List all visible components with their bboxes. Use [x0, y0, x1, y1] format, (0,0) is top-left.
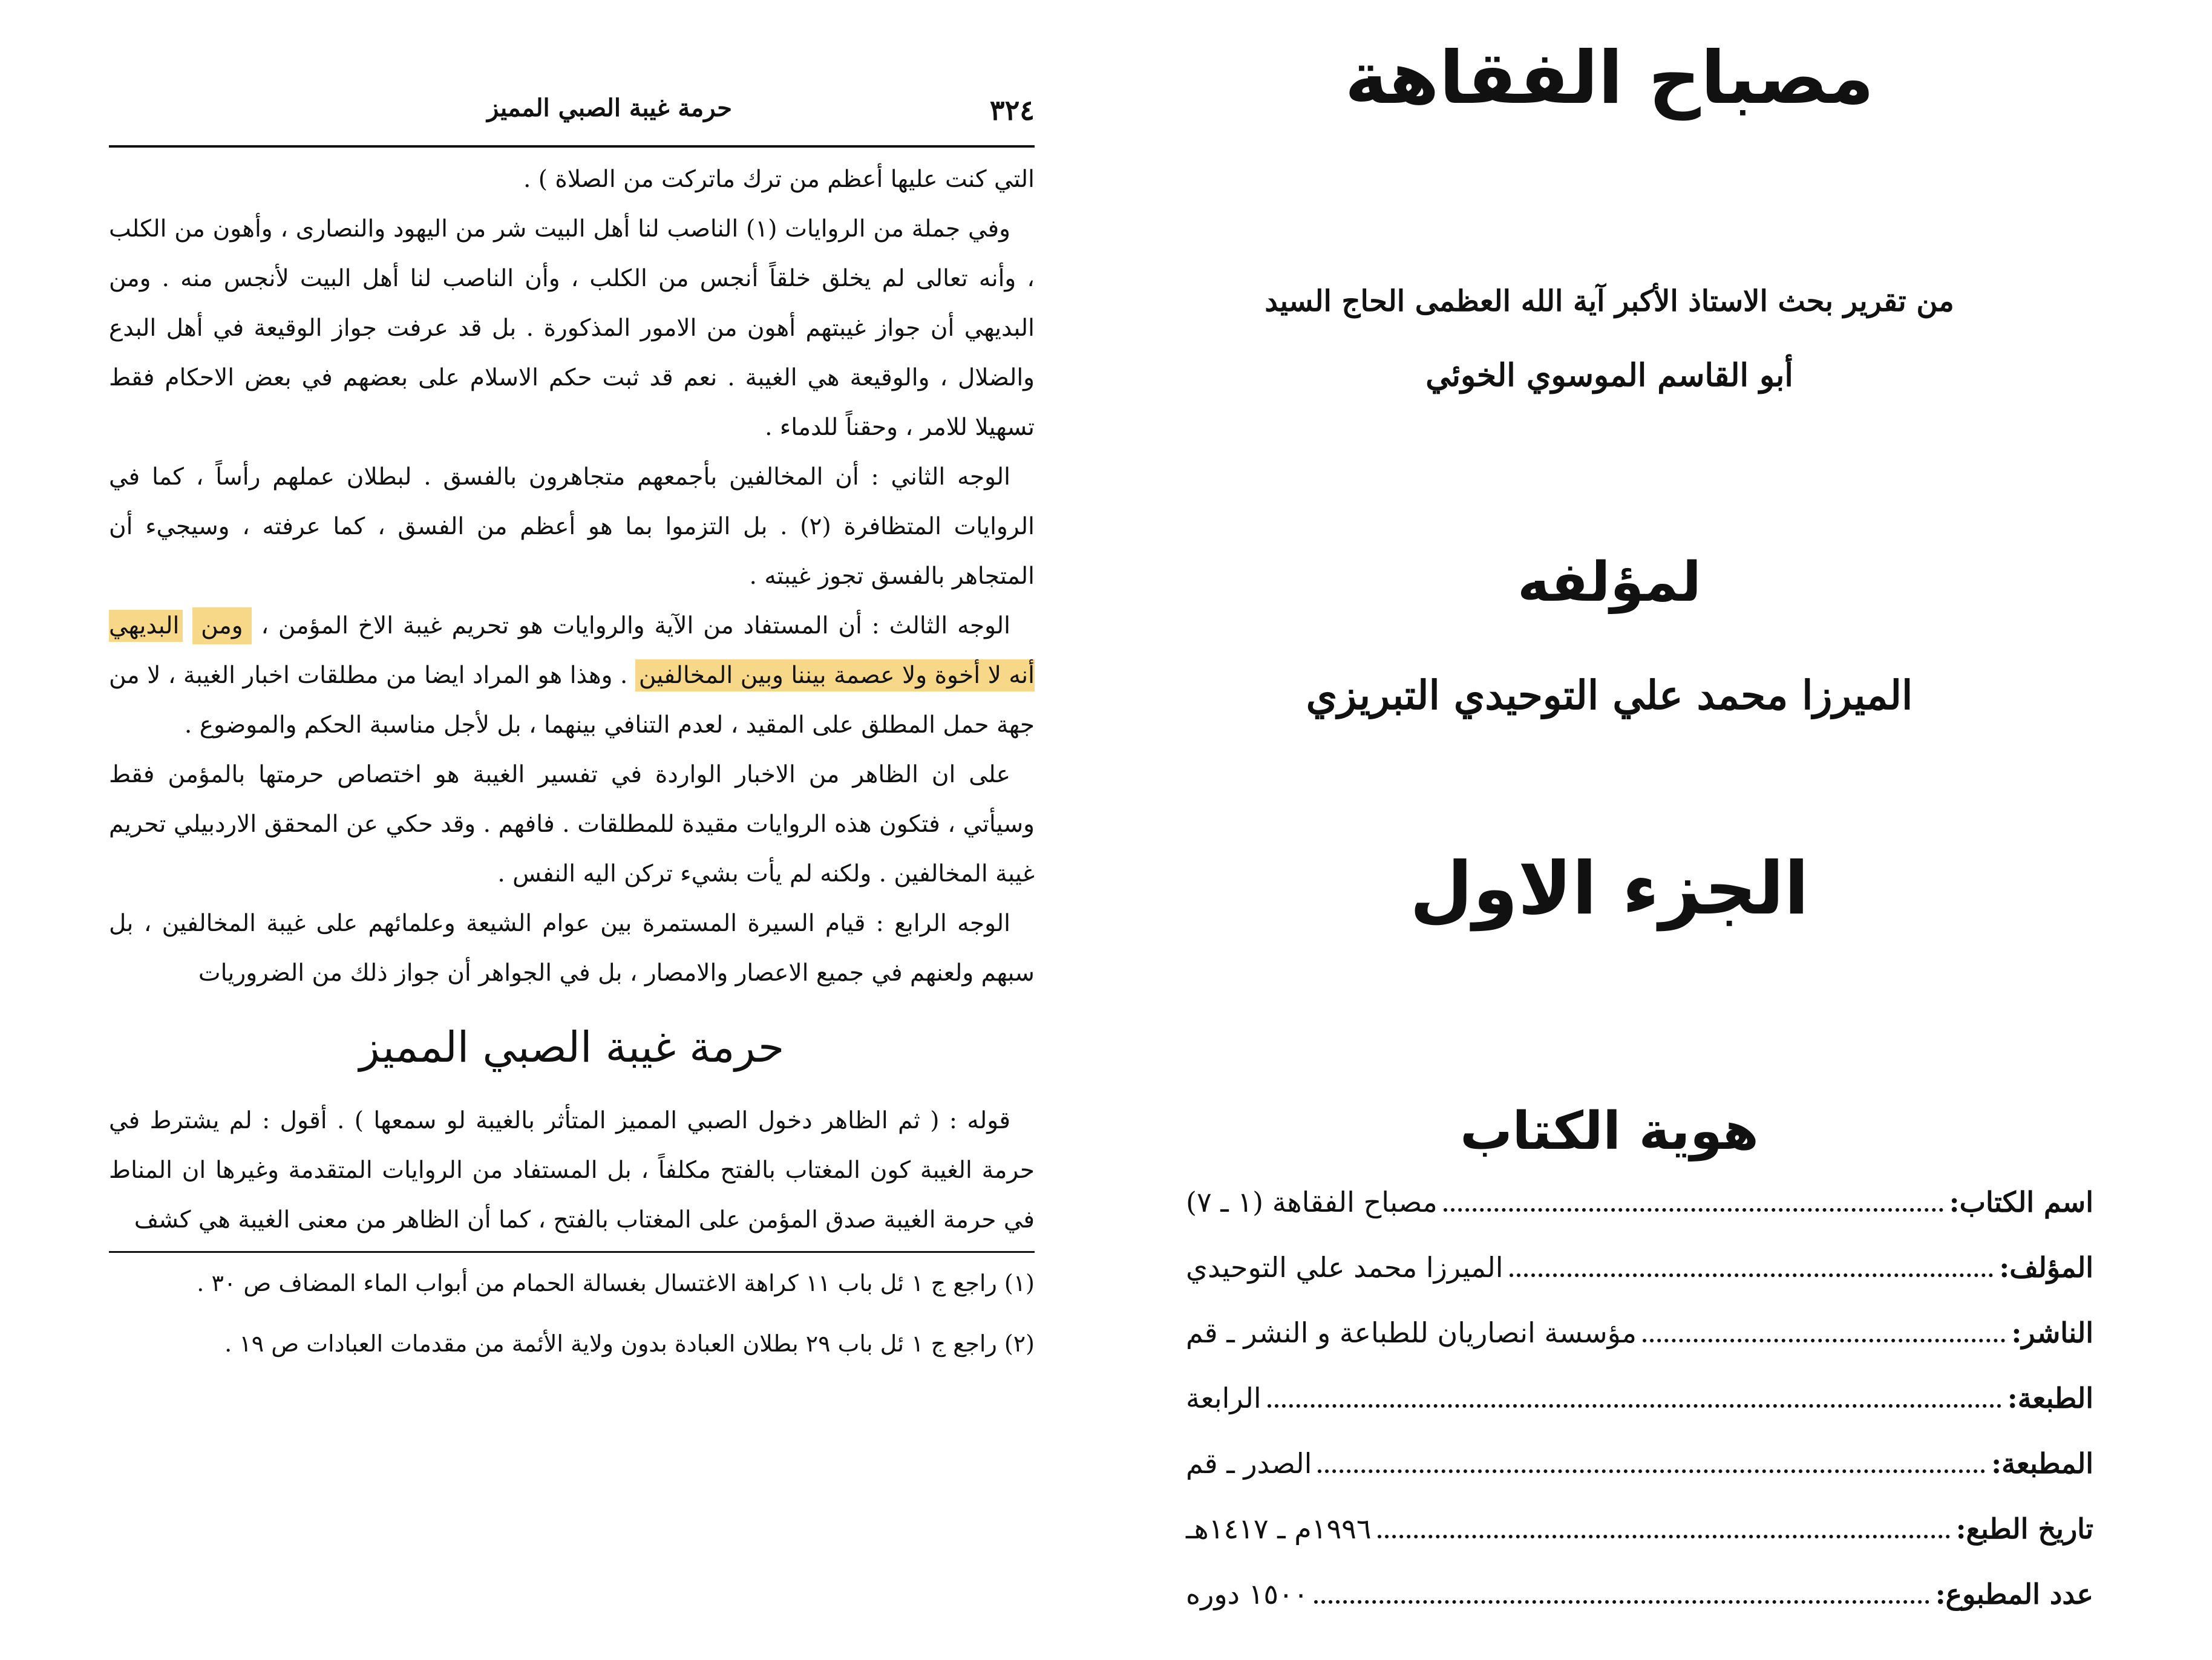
book-title: مصباح الفقاهة	[1344, 36, 1874, 120]
lecturer-name: أبو القاسم الموسوي الخوئي	[1425, 357, 1793, 394]
book-page-left	[109, 91, 1035, 1380]
leader-dots	[1444, 1194, 1943, 1212]
colophon-label: اسم الكتاب:	[1949, 1186, 2093, 1218]
author-label: لمؤلفه	[1517, 551, 1701, 614]
section-body	[109, 1096, 1035, 1245]
book-title-page	[1186, 18, 2118, 1652]
colophon-label: المطبعة:	[1991, 1447, 2093, 1480]
paragraph: قوله : ( ثم الظاهر دخول الصبي المميز المتأثر بالغيبة لو سمعها ) . أقول : لم يشترط في حرمة الغيبة كون المغتاب بالفتح مكلفاً ، بل المستفاد من الروايات المتقدمة وغيرها ان المناط في حرمة الغيبة صدق المؤمن على المغتاب بالفتح ، كما أن الظاهر من معنى الغيبة هي كشف	[109, 1107, 1035, 1234]
third-point-continuation: . وهذا هو المراد ايضا من مطلقات اخبار الغيبة ، لا من جهة حمل المطلق على المقيد ، لعدم التنافي بينهما ، بل لأجل مناسبة الحكم والموضوع .	[109, 662, 1035, 739]
colophon-value: مصباح الفقاهة (١ ـ ٧)	[1186, 1186, 1438, 1218]
colophon-value: الرابعة	[1186, 1382, 1261, 1414]
footnote: (٢) راجع ج ١ ئل باب ٢٩ بطلان العبادة بدون ولاية الأئمة من مقدمات العبادات ص ١٩ .	[224, 1330, 1035, 1357]
volume-label: الجزء الاول	[1410, 847, 1809, 931]
colophon-row	[1186, 1251, 2093, 1316]
footnote: (١) راجع ج ١ ئل باب ١١ كراهة الاغتسال بغسالة الحمام من أبواب الماء المضاف ص ٣٠ .	[197, 1270, 1035, 1296]
paragraph: وفي جملة من الروايات (١) الناصب لنا أهل البيت شر من اليهود والنصارى ، وأهون من الكلب ، وأنه تعالى لم يخلق خلقاً أنجس من الكلب ، وأن الناصب لنا أهل البيت لأنجس منه . ومن البديهي أن جواز غيبتهم أهون من الامور المذكورة . بل قد عرفت جواز الوقيعة في أهل البدع والضلال ، والوقيعة هي الغيبة . نعم قد ثبت حكم الاسلام على بعضهم في بعض الاحكام فقط تسهيلا للامر ، وحقناً للدماء .	[109, 215, 1035, 441]
running-title: حرمة غيبة الصبي المميز	[486, 94, 732, 122]
colophon-row	[1186, 1186, 2093, 1251]
header-rule	[109, 145, 1035, 148]
running-head	[109, 91, 1035, 139]
paragraph-third-point	[109, 601, 1035, 750]
leader-dots	[1318, 1455, 1985, 1473]
highlighted-sentence: البديهي أنه لا أخوة ولا عصمة بيننا وبين المخالفين	[109, 610, 1035, 691]
paragraph: التي كنت عليها أعظم من ترك ماتركت من الصلاة ) .	[523, 166, 1035, 193]
page-body	[109, 155, 1035, 998]
lecture-attribution: من تقرير بحث الاستاذ الأكبر آية الله العظمى الحاج السيد	[1265, 284, 1954, 318]
colophon-label: المؤلف:	[1999, 1251, 2093, 1284]
colophon-label: تاريخ الطبع:	[1955, 1512, 2093, 1545]
paragraph: على ان الظاهر من الاخبار الواردة في تفسير الغيبة هو اختصاص حرمتها بالمؤمن فقط وسيأتي ، فتكون هذه الروايات مقيدة للمطلقات . فافهم . وقد حكي عن المحقق الاردبيلي تحريم غيبة المخالفين . ولكنه لم يأت بشيء تركن اليه النفس .	[109, 761, 1035, 887]
leader-dots	[1378, 1520, 1950, 1538]
colophon-row	[1186, 1447, 2093, 1512]
colophon-row	[1186, 1512, 2093, 1578]
colophon-row	[1186, 1578, 2093, 1643]
footnote-rule	[109, 1251, 1035, 1253]
colophon-label: عدد المطبوع:	[1935, 1578, 2093, 1610]
colophon-value: الميرزا محمد علي التوحيدي	[1186, 1251, 1504, 1284]
colophon-title: هوية الكتاب	[1460, 1101, 1759, 1162]
section-heading: حرمة غيبة الصبي المميز	[359, 1022, 785, 1072]
colophon-label: الناشر:	[2011, 1316, 2093, 1349]
leader-dots	[1643, 1324, 2005, 1342]
highlighted-word: ومن	[192, 607, 251, 644]
author-name: الميرزا محمد علي التوحيدي التبريزي	[1306, 672, 1913, 719]
colophon-row	[1186, 1316, 2093, 1382]
colophon-table	[1186, 1186, 2093, 1643]
leader-dots	[1314, 1586, 1929, 1604]
paragraph: الوجه الثاني : أن المخالفين بأجمعهم متجاهرون بالفسق . لبطلان عملهم رأساً ، كما في الروايات المتظافرة (٢) . بل التزموا بما هو أعظم من الفسق ، كما عرفته ، وسيجيء أن المتجاهر بالفسق تجوز غيبته .	[109, 463, 1035, 590]
leader-dots	[1510, 1259, 1994, 1277]
colophon-row	[1186, 1382, 2093, 1447]
leader-dots	[1268, 1390, 2001, 1408]
third-point-text: الوجه الثالث : أن المستفاد من الآية والروايات هو تحريم غيبة الاخ المؤمن ،	[261, 612, 1010, 639]
colophon-value: مؤسسة انصاريان للطباعة و النشر ـ قم	[1186, 1316, 1637, 1349]
colophon-value: ١٥٠٠ دوره	[1186, 1578, 1309, 1610]
colophon-value: ١٩٩٦م ـ ١٤١٧هـ	[1186, 1512, 1372, 1545]
paragraph: الوجه الرابع : قيام السيرة المستمرة بين عوام الشيعة وعلمائهم على غيبة المخالفين ، بل سبهم ولعنهم في جميع الاعصار والامصار ، بل في الجواهر أن جواز ذلك من الضروريات	[109, 910, 1035, 987]
colophon-value: الصدر ـ قم	[1186, 1447, 1312, 1480]
page-number: ٣٢٤	[989, 94, 1035, 126]
colophon-label: الطبعة:	[2007, 1382, 2093, 1414]
